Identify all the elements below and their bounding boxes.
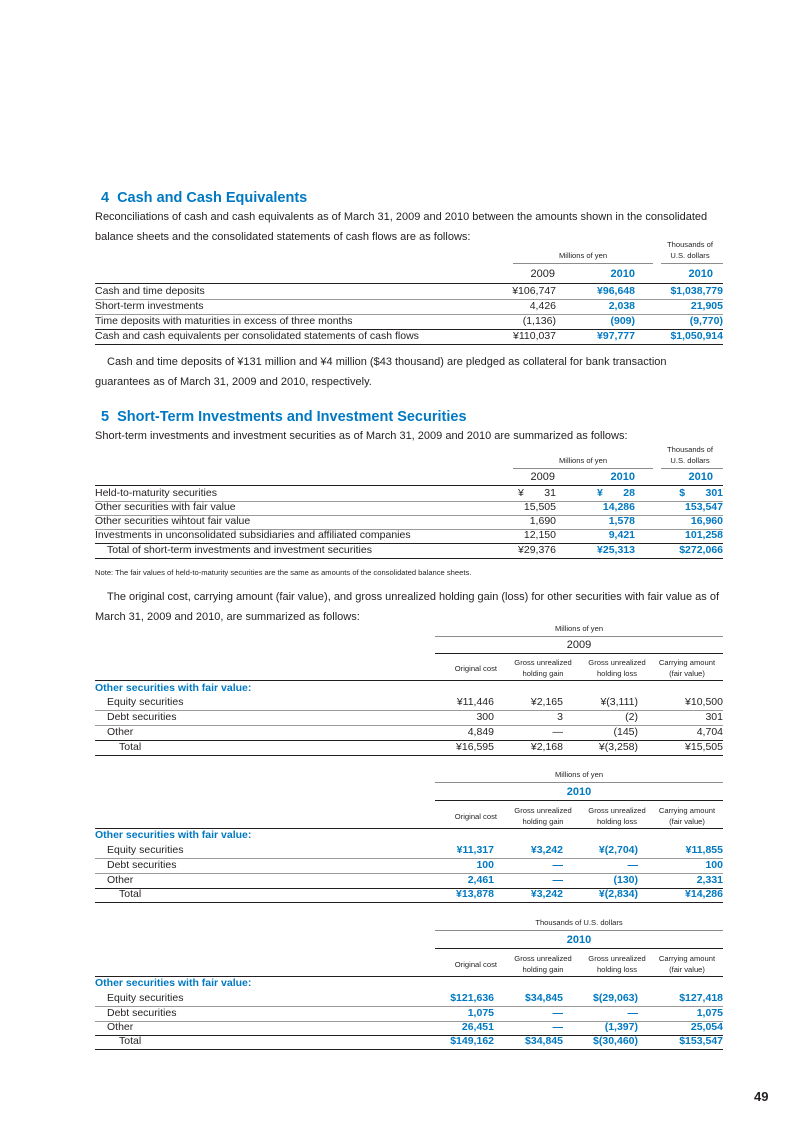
- s5-year-2010: 2010: [610, 471, 635, 483]
- s4-unit-usd: [655, 239, 725, 261]
- s4-row: [95, 299, 723, 315]
- section-5-number: 5: [101, 409, 110, 425]
- section-5-intro: Short-term investments and investment securities as of March 31, 2009 and 2010 are summarized as follows:: [95, 430, 628, 442]
- s5-row-label: Held-to-maturity securities: [95, 487, 217, 499]
- section-4-footnote: Cash and time deposits of ¥131 million and ¥4 million ($43 thousand) are pledged as collateral for bank transaction guarantees as of March 31, 2009 and 2010, respectively.: [95, 356, 667, 388]
- s4-row-label: Cash and time deposits: [95, 285, 205, 297]
- s4-cell: 21,905: [690, 300, 723, 312]
- tC-row: Equity securities $121,636 $34,845 $(29,063) $127,418: [95, 991, 723, 1007]
- tB-h-carry: Carrying amount (fair value): [658, 806, 716, 826]
- tA-year-rule: [435, 653, 723, 654]
- tA-row: Debt securities 300 3 (2) 301: [95, 710, 723, 726]
- s4-unit-usd-line2: U.S. dollars: [670, 251, 710, 260]
- tC-unit: Thousands of U.S. dollars: [535, 918, 623, 927]
- s5-cell: 1,578: [608, 515, 635, 527]
- s4-cell: 2,038: [608, 300, 635, 312]
- s4-cell: 4,426: [529, 300, 556, 312]
- tB-unit: Millions of yen: [554, 770, 604, 779]
- tC-year-rule: [435, 948, 723, 949]
- s5-unit-usd: [655, 444, 725, 466]
- s4-cell: ¥97,777: [597, 330, 635, 342]
- s5-unit-usd-line1: Thousands of: [666, 445, 713, 454]
- tB-h-cost: Original cost: [454, 812, 497, 821]
- s5-cell: ¥ 28: [597, 487, 635, 499]
- s4-unit-usd-line1: Thousands of: [666, 240, 713, 249]
- tB-row: Equity securities ¥11,317 ¥3,242 ¥(2,704) ¥11,855: [95, 843, 723, 859]
- tB-row: Debt securities 100 — — 100: [95, 858, 723, 874]
- s4-cell: ¥96,648: [597, 285, 635, 297]
- tA-unit-rule: [435, 636, 723, 637]
- s4-year-2010-usd: 2010: [688, 268, 713, 280]
- s5-row-label: Total of short-term investments and investment securities: [107, 544, 372, 556]
- s5-unit-usd-line2: U.S. dollars: [670, 456, 710, 465]
- tC-year: 2010: [566, 934, 592, 946]
- section-5-title: [101, 409, 467, 425]
- s5-cell: 9,421: [608, 529, 635, 541]
- s5-cell: ¥ 31: [518, 487, 556, 499]
- tA-h-carry: Carrying amount (fair value): [658, 658, 716, 678]
- page-number: 49: [754, 1089, 769, 1104]
- section-5-heading: Short-Term Investments and Investment Securities: [117, 409, 467, 425]
- s5-cell: $272,066: [679, 544, 723, 556]
- section-5-para2: The original cost, carrying amount (fair value), and gross unrealized holding gain (loss) for other securities with fair value as of March 31, 2009 and 2010, are summarized as follows:: [95, 591, 720, 623]
- tA-category: Other securities with fair value:: [95, 682, 252, 694]
- section-4-intro: Reconciliations of cash and cash equivalents as of March 31, 2009 and 2010 between the amounts shown in the consolidated balance sheets and the consolidated statements of cash flows are as follows:: [95, 211, 708, 243]
- s4-row: [95, 284, 723, 300]
- s5-cell: ¥29,376: [518, 544, 556, 556]
- s4-row-label: Short-term investments: [95, 300, 204, 312]
- s4-cell: $1,050,914: [670, 330, 723, 342]
- tB-row: Other 2,461 — (130) 2,331: [95, 873, 723, 889]
- s5-usd-rule: [661, 468, 723, 469]
- section-4-title: [101, 190, 307, 206]
- section-4-number: 4: [101, 190, 110, 206]
- tC-h-gain: Gross unrealized holding gain: [514, 954, 572, 974]
- tC-h-cost: Original cost: [454, 960, 497, 969]
- s4-row-label: Time deposits with maturities in excess of three months: [95, 315, 353, 327]
- tA-h-cost: Original cost: [454, 664, 497, 673]
- s5-row: [95, 528, 723, 544]
- tB-category: Other securities with fair value:: [95, 829, 252, 841]
- tA-header-rule: [95, 680, 723, 681]
- s5-cell: 12,150: [523, 529, 556, 541]
- tA-h-loss: Gross unrealized holding loss: [588, 658, 646, 678]
- s5-cell: 153,547: [685, 501, 723, 513]
- tA-h-gain: Gross unrealized holding gain: [514, 658, 572, 678]
- s5-cell: 16,960: [690, 515, 723, 527]
- s4-row-total: [95, 329, 723, 345]
- s5-unit-yen: Millions of yen: [558, 456, 608, 465]
- s4-year-2010: 2010: [610, 268, 635, 280]
- s4-row: [95, 314, 723, 330]
- s5-row-total: [95, 543, 723, 559]
- tA-year: 2009: [566, 639, 592, 651]
- s5-year-2010-usd: 2010: [688, 471, 713, 483]
- tB-unit-rule: [435, 782, 723, 783]
- tA-row-total: Total ¥16,595 ¥2,168 ¥(3,258) ¥15,505: [95, 740, 723, 756]
- tB-year: 2010: [566, 786, 592, 798]
- tC-unit-rule: [435, 930, 723, 931]
- s4-usd-rule: [661, 263, 723, 264]
- tA-unit: Millions of yen: [554, 624, 604, 633]
- tC-h-carry: Carrying amount (fair value): [658, 954, 716, 974]
- s5-cell: 101,258: [685, 529, 723, 541]
- s5-note: Note: The fair values of held-to-maturity securities are the same as amounts of the consolidated balance sheets.: [95, 568, 472, 577]
- tC-category: Other securities with fair value:: [95, 977, 252, 989]
- tB-h-gain: Gross unrealized holding gain: [514, 806, 572, 826]
- s5-cell: $ 301: [679, 487, 723, 499]
- tA-row: Equity securities ¥11,446 ¥2,165 ¥(3,111) ¥10,500: [95, 695, 723, 711]
- tB-row-total: Total ¥13,878 ¥3,242 ¥(2,834) ¥14,286: [95, 887, 723, 903]
- s4-cell: (909): [610, 315, 635, 327]
- tB-year-rule: [435, 800, 723, 801]
- s4-cell: (1,136): [522, 315, 556, 327]
- s4-cell: $1,038,779: [670, 285, 723, 297]
- s5-cell: 1,690: [529, 515, 556, 527]
- s5-row-label: Investments in unconsolidated subsidiaries and affiliated companies: [95, 529, 411, 541]
- s4-cell: ¥106,747: [512, 285, 556, 297]
- s5-yen-rule: [513, 468, 653, 469]
- s4-cell: (9,770): [689, 315, 723, 327]
- s5-cell: 14,286: [602, 501, 635, 513]
- s5-cell: 15,505: [523, 501, 556, 513]
- s4-row-label: Cash and cash equivalents per consolidated statements of cash flows: [95, 330, 419, 342]
- tC-row-total: Total $149,162 $34,845 $(30,460) $153,547: [95, 1034, 723, 1050]
- s5-year-2009: 2009: [530, 471, 555, 483]
- tC-row: Debt securities 1,075 — — 1,075: [95, 1006, 723, 1022]
- tC-row: Other 26,451 — (1,397) 25,054: [95, 1020, 723, 1036]
- tB-h-loss: Gross unrealized holding loss: [588, 806, 646, 826]
- s4-unit-yen: Millions of yen: [558, 251, 608, 260]
- section-4-heading: Cash and Cash Equivalents: [117, 190, 308, 206]
- tC-h-loss: Gross unrealized holding loss: [588, 954, 646, 974]
- s4-yen-rule: [513, 263, 653, 264]
- s5-row-label: Other securities wihtout fair value: [95, 515, 251, 527]
- tA-row: Other 4,849 — (145) 4,704: [95, 725, 723, 741]
- s4-year-2009: 2009: [530, 268, 555, 280]
- s5-cell: ¥25,313: [597, 544, 635, 556]
- s4-cell: ¥110,037: [512, 330, 556, 342]
- s5-row-label: Other securities with fair value: [95, 501, 236, 513]
